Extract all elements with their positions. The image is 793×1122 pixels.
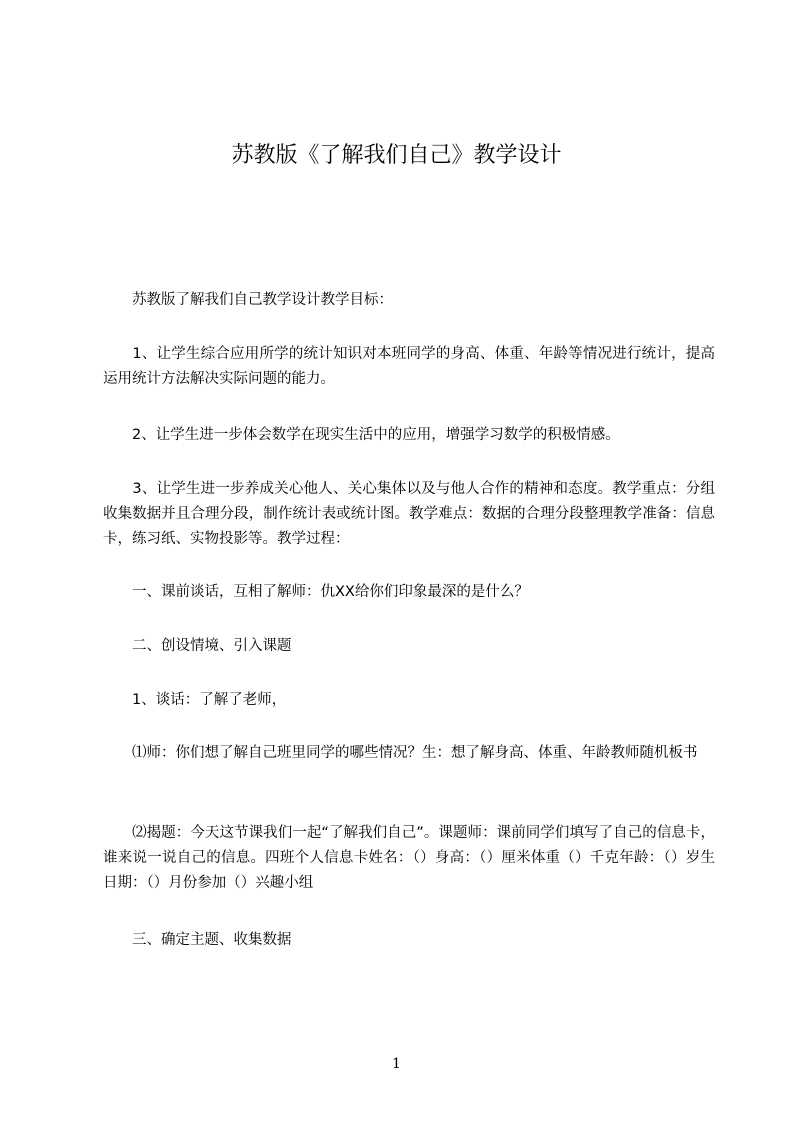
paragraph-objectives-heading: 苏教版了解我们自己教学设计教学目标： xyxy=(103,292,393,308)
document-title: 苏教版《了解我们自己》教学设计 xyxy=(231,143,562,168)
page-number: 1 xyxy=(392,1056,401,1072)
paragraph-talk: 1、谈话：了解了老师， xyxy=(103,692,287,708)
paragraph-objective-1: 1、让学生综合应用所学的统计知识对本班同学的身高、体重、年龄等情况进行统计，提高运用统计方法解决实际问题的能力。 xyxy=(103,346,715,387)
paragraph-topic-reveal: ⑵揭题：今天这节课我们一起“了解我们自己”。课题师：课前同学们填写了自己的信息卡，谁来说一说自己的信息。四班个人信息卡姓名：（）身高：（）厘米体重（）千克年龄：（）岁生日期：（）月份参加（）兴趣小组 xyxy=(103,825,715,891)
paragraph-section-1: 一、课前谈话，互相了解师：仇XX给你们印象最深的是什么？ xyxy=(103,584,529,600)
paragraph-objective-2: 2、让学生进一步体会数学在现实生活中的应用，增强学习数学的积极情感。 xyxy=(103,427,620,443)
paragraph-teacher-question: ⑴师：你们想了解自己班里同学的哪些情况？生：想了解身高、体重、年龄教师随机板书 xyxy=(103,745,698,761)
paragraph-section-3: 三、确定主题、收集数据 xyxy=(103,932,292,948)
paragraph-section-2: 二、创设情境、引入课题 xyxy=(103,638,292,654)
paragraph-objective-3: 3、让学生进一步养成关心他人、关心集体以及与他人合作的精神和态度。教学重点：分组收集数据并且合理分段，制作统计表或统计图。教学难点：数据的合理分段整理教学准备：信息卡，练习纸、实物投影等。教学过程： xyxy=(103,481,715,547)
